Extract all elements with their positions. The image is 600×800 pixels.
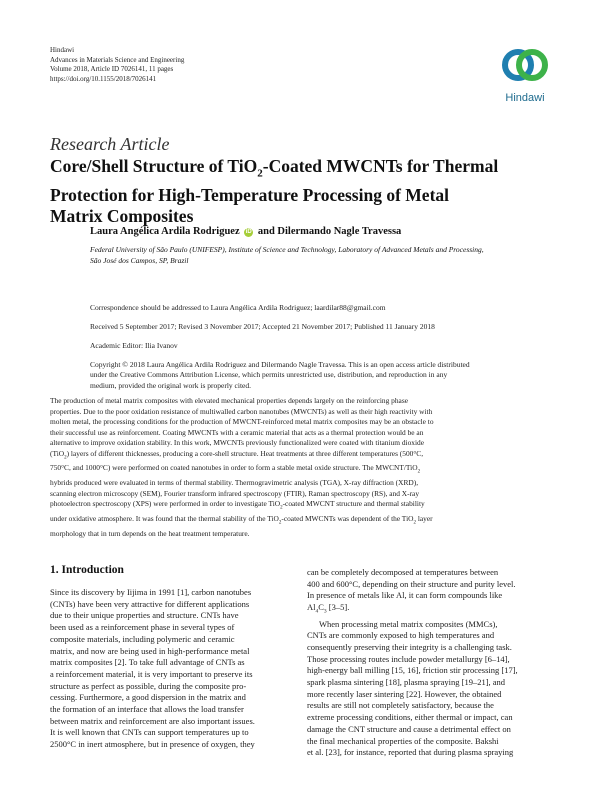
correspondence: Correspondence should be addressed to Laura Angélica Ardila Rodriguez; laardilar88@gmail.com (90, 303, 386, 312)
article-type: Research Article (50, 134, 170, 154)
author-1[interactable]: Laura Angélica Ardila Rodriguez (90, 226, 240, 237)
dates: Received 5 September 2017; Revised 3 November 2017; Accepted 21 November 2017; Published 11 January 2018 (90, 322, 435, 331)
affiliation: Federal University of São Paulo (UNIFESP), Institute of Science and Technology, Laboratory of Advanced Metals and Processing, São José dos Campos, SP, Brazil (90, 245, 484, 265)
right-column: can be completely decomposed at temperatures between 400 and 600°C, depending on their structure and purity level. In presence of metals like Al, it can form compounds like $Al_4C_3$ [3–5]. When processing metal matrix composites (MMCs), CNTs are commonly exposed to high temperatures and consequently preserving their integrity is a challenging task. Those processing routes include powder metallurgy [6–14], high-energy ball milling [15, 16], friction stir processing [17], spark plasma sintering [18], plasma spraying [19–21], and more recently laser sintering [22]. However, the obtained results are still not completely satisfactory, because the extreme processing conditions, either thermal or impact, can damage the CNT structure and cause a detrimental effect on the final mechanical properties of the composite. Bakshi et al. [23], for instance, reported that during plasma spraying (307, 567, 518, 758)
author-2[interactable]: and Dilermando Nagle Travessa (257, 226, 402, 237)
section-title: 1. Introduction (50, 564, 124, 576)
hindawi-logo (494, 40, 556, 108)
hindawi-logo-icon (500, 40, 550, 90)
academic-editor: Academic Editor: Ilia Ivanov (90, 341, 178, 350)
journal-header (50, 46, 184, 84)
journal-name: Advances in Materials Science and Engineering (50, 55, 185, 64)
copyright-notice: Copyright © 2018 Laura Angélica Ardila Rodriguez and Dilermando Nagle Travessa. This is an open access article distributed under the Creative Commons Attribution License, which permits unrestricted use, distribution, and reproduction in any medium, provided the original work is properly cited. (90, 360, 470, 390)
publisher-name: Hindawi (50, 46, 75, 54)
volume-info: Volume 2018, Article ID 7026141, 11 pages (50, 65, 174, 74)
doi-link[interactable]: https://doi.org/10.1155/2018/7026141 (50, 74, 157, 83)
left-column: Since its discovery by Iijima in 1991 [1], carbon nanotubes (CNTs) have been very attractive for different applications due to their unique properties and structure. CNTs have been used as a reinforcement phase in several types of composite materials, including polymeric and ceramic matrix, and now are being used in high-performance metal matrix composites [2]. To take full advantage of CNTs as a reinforcement material, it is very important to preserve its structure as perfect as possible, during the composite pro- cessing. Furthermore, a good dispersion in the matrix and the formation of an interface that allows the load transfer between matrix and reinforcement are also important issues. It is well known that CNTs can support temperatures up to 2500°C in inert atmosphere, but in presence of oxygen, they (50, 587, 255, 750)
logo-text: Hindawi (505, 92, 545, 104)
orcid-icon[interactable]: iD (245, 229, 252, 235)
authors (90, 226, 401, 237)
article-title: Core/Shell Structure of TiO$_2$-Coated MWCNTs for Thermal Protection for High-Temperature Processing of Metal Matrix Composites (50, 156, 499, 226)
abstract: The production of metal matrix composites with elevated mechanical properties depends largely on the reinforcing phase properties. Due to the poor oxidation resistance of multiwalled carbon nanotubes (MWCNTs) as well as their high reactivity with molten metal, the processing conditions for the production of MWCNT-reinforced metal matrix composites may be an obstacle to their successful use as reinforcement. Coating MWCNTs with a ceramic material that acts as a thermal protection would be an alternative to improve oxidation stability. In this work, MWCNTs previously functionalized were coated with titanium dioxide (TiO$_2$) layers of different thicknesses, producing a core-shell structure. Heat treatments at three different temperatures (500°C, 750°C, and 1000°C) were performed on coated nanotubes in order to form a stable metal oxide structure. The MWCNT/TiO$_2$ hybrids produced were evaluated in terms of thermal stability. Thermogravimetric analysis (TGA), X-ray diffraction (XRD), scanning electron microscopy (SEM), Fourier transform infrared spectroscopy (FTIR), Raman spectroscopy (RS), and X-ray photoelectron spectroscopy (XPS) were performed in order to investigate TiO$_2$-coated MWCNT structure and thermal stability under oxidative atmosphere. It was found that the thermal stability of the TiO$_2$-coated MWCNTs was dependent of the TiO$_2$ layer morphology that in turn depends on the heat treatment temperature. (50, 396, 434, 539)
